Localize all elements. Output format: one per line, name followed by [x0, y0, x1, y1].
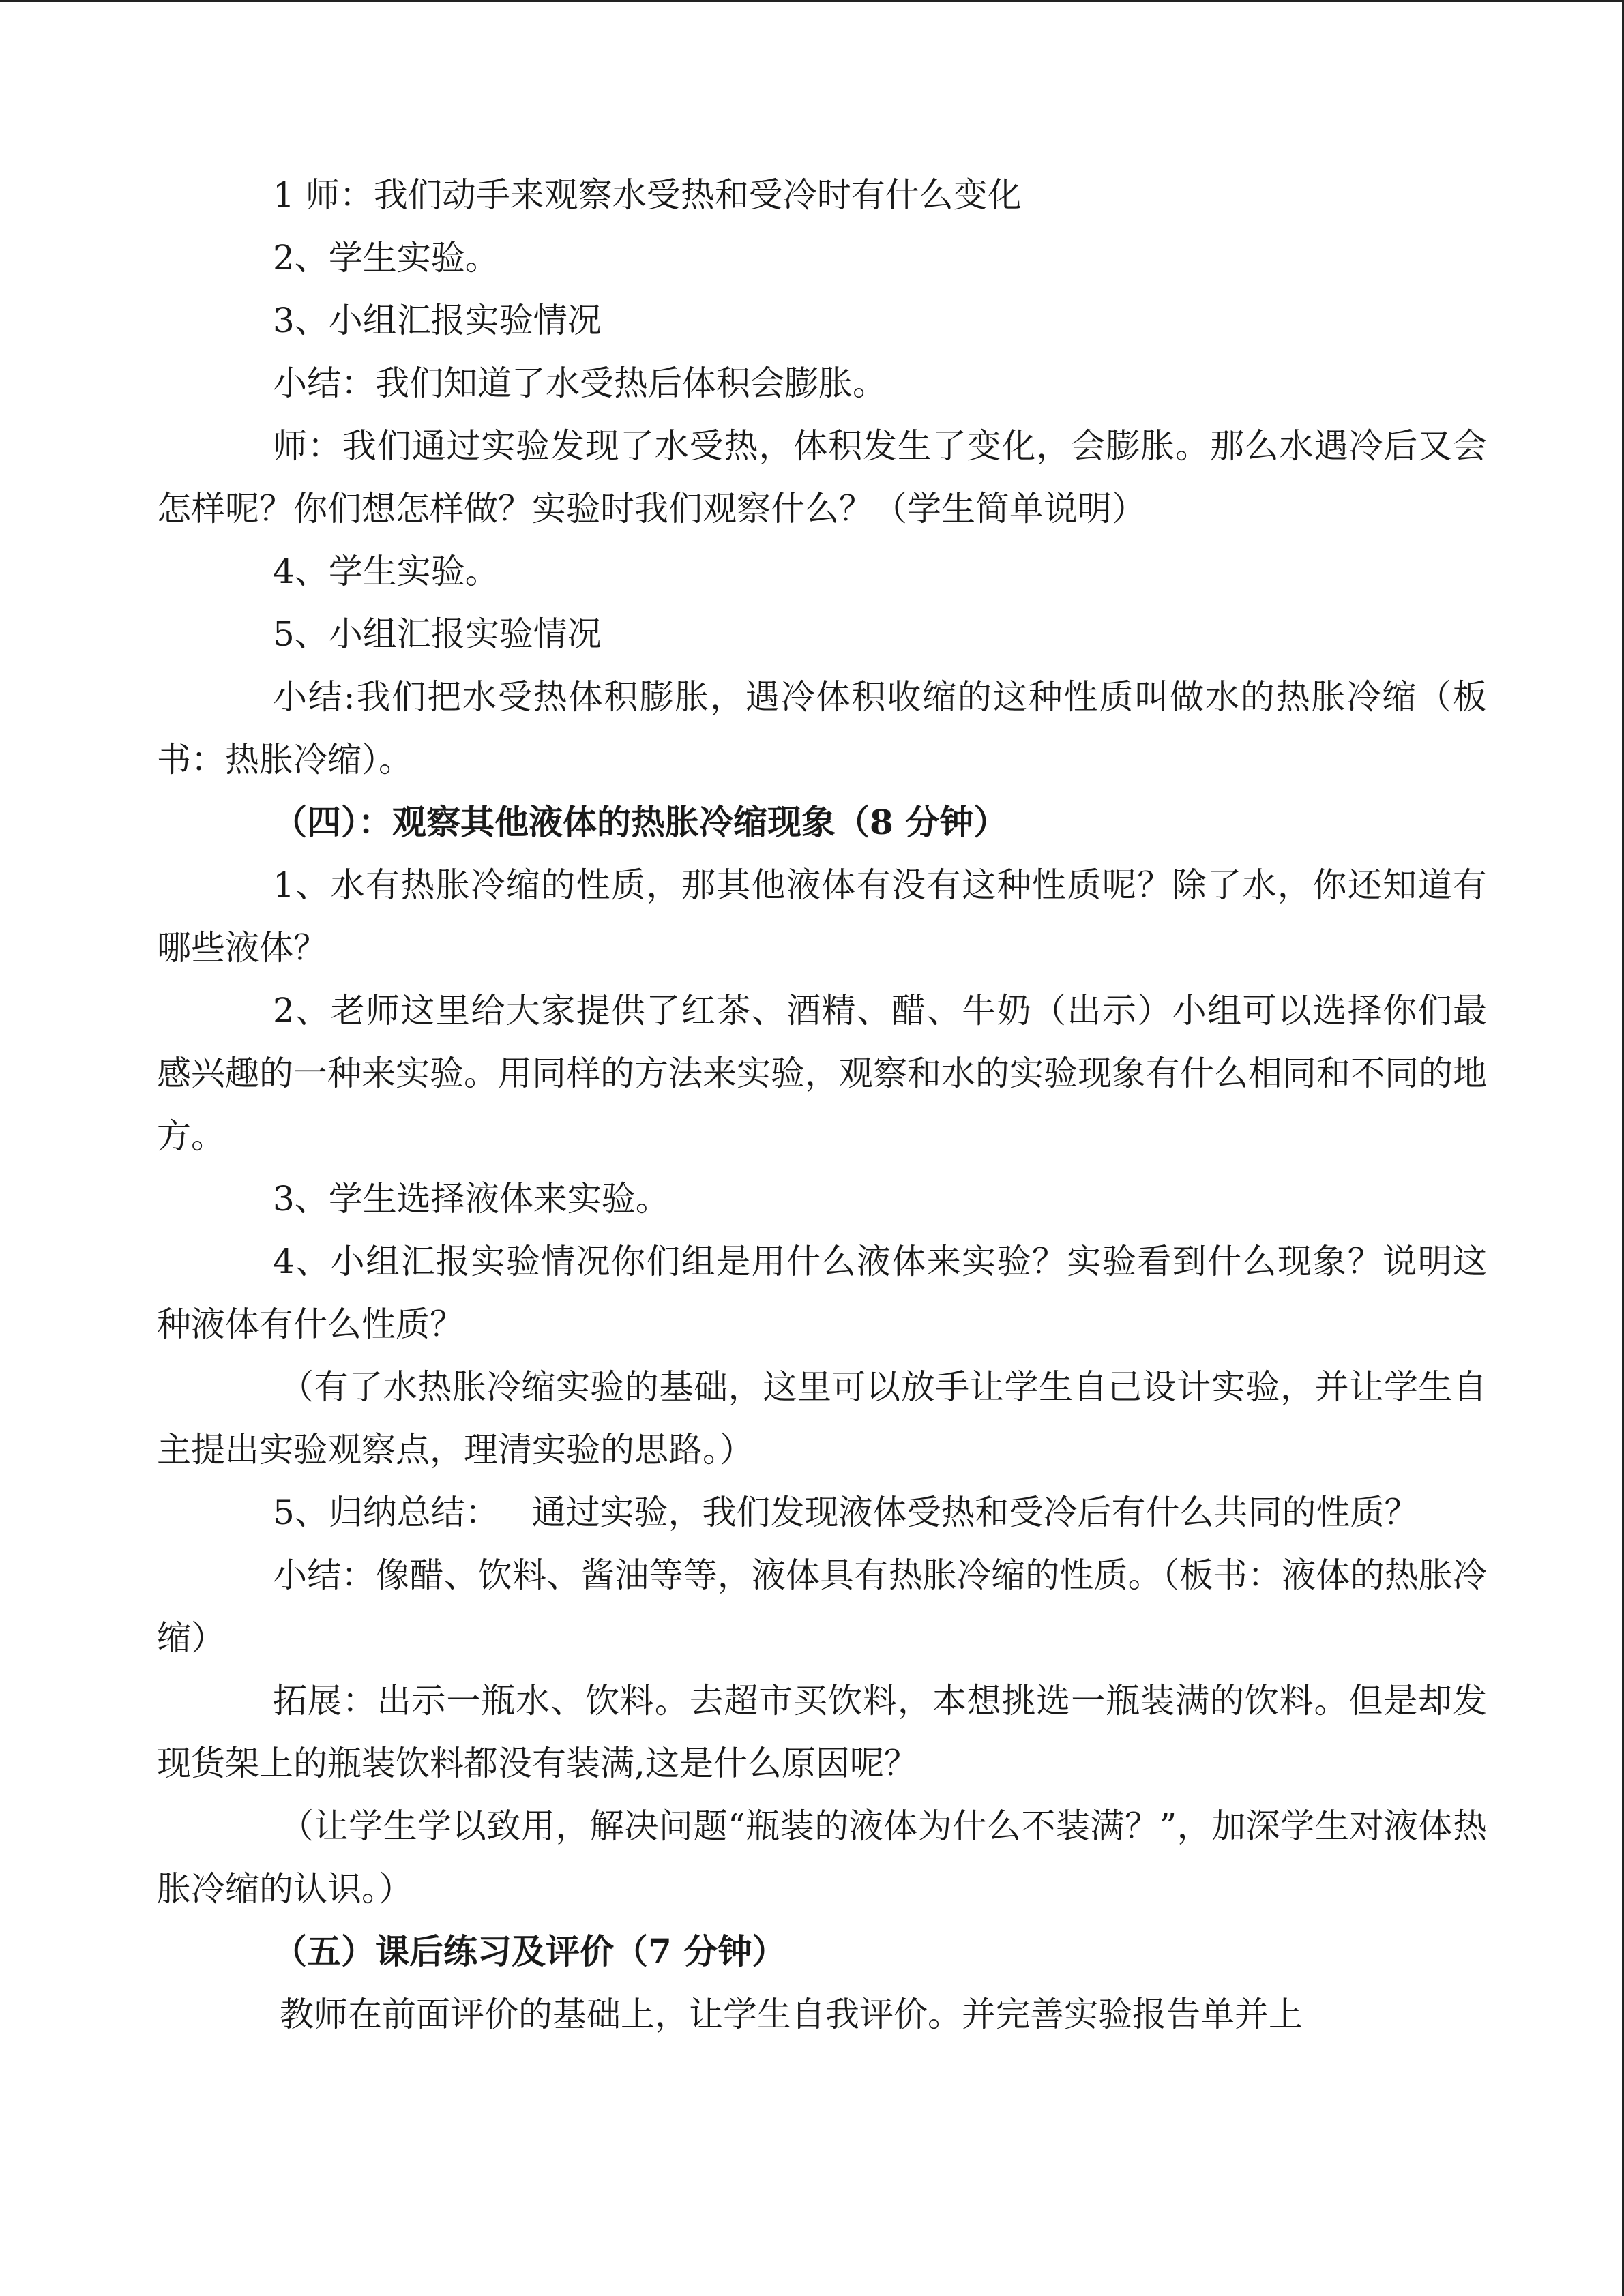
- paragraph-step-4-experiment: 4、学生实验。: [273, 552, 499, 591]
- paragraph-evaluation: 教师在前面评价的基础上，让学生自我评价。并完善实验报告单并上: [280, 1995, 1303, 2034]
- paragraph-step-3-report: 3、小组汇报实验情况: [273, 301, 602, 340]
- paragraph-design-note: （有了水热胀冷缩实验的基础，这里可以放手让学生自己设计实验，并让学生自主提出实验观察点，理清实验的思路。）: [157, 1367, 1487, 1470]
- paragraph-teacher-question: 师：我们通过实验发现了水受热，体积发生了变化，会膨胀。那么水遇冷后又会怎样呢？你们想怎样做？实验时我们观察什么？（学生简单说明）: [157, 426, 1487, 528]
- document-body: [157, 164, 1487, 2046]
- paragraph-step-2-experiment: 2、学生实验。: [273, 238, 499, 278]
- paragraph-summary-thermal: 小结:我们把水受热体积膨胀，遇冷体积收缩的这种性质叫做水的热胀冷缩（板书：热胀冷缩）。: [157, 677, 1487, 779]
- page-border-top: [0, 0, 1624, 2]
- paragraph-step-5-report: 5、小组汇报实验情况: [273, 614, 602, 654]
- paragraph-step-1-observe: 1 师：我们动手来观察水受热和受冷时有什么变化: [273, 175, 1022, 215]
- paragraph-apply-note: （让学生学以致用，解决问题“瓶装的液体为什么不装满？”，加深学生对液体热胀冷缩的认识。）: [157, 1806, 1487, 1909]
- paragraph-extension: 拓展：出示一瓶水、饮料。去超市买饮料，本想挑选一瓶装满的饮料。但是却发现货架上的瓶装饮料都没有装满,这是什么原因呢？: [157, 1681, 1487, 1783]
- section-heading-4: （四）：观察其他液体的热胀冷缩现象（8 分钟）: [273, 802, 1008, 842]
- paragraph-group-report: 4、小组汇报实验情况你们组是用什么液体来实验？实验看到什么现象？说明这种液体有什么性质？: [157, 1242, 1487, 1344]
- paragraph-other-liquids-question: 1、水有热胀冷缩的性质，那其他液体有没有这种性质呢？除了水，你还知道有哪些液体？: [157, 865, 1487, 968]
- paragraph-summary-expand: 小结：我们知道了水受热后体积会膨胀。: [273, 363, 887, 403]
- paragraph-summary-liquids: 小结：像醋、饮料、酱油等等，液体具有热胀冷缩的性质。（板书：液体的热胀冷缩）: [157, 1555, 1487, 1658]
- paragraph-liquid-choices: 2、老师这里给大家提供了红茶、酒精、醋、牛奶（出示）小组可以选择你们最感兴趣的一种来实验。用同样的方法来实验，观察和水的实验现象有什么相同和不同的地方。: [157, 991, 1487, 1156]
- paragraph-choose-liquid: 3、学生选择液体来实验。: [273, 1179, 670, 1219]
- paragraph-conclusion-question: 5、归纳总结： 通过实验，我们发现液体受热和受冷后有什么共同的性质？: [273, 1493, 1419, 1532]
- section-heading-5: （五）课后练习及评价（7 分钟）: [273, 1931, 786, 1971]
